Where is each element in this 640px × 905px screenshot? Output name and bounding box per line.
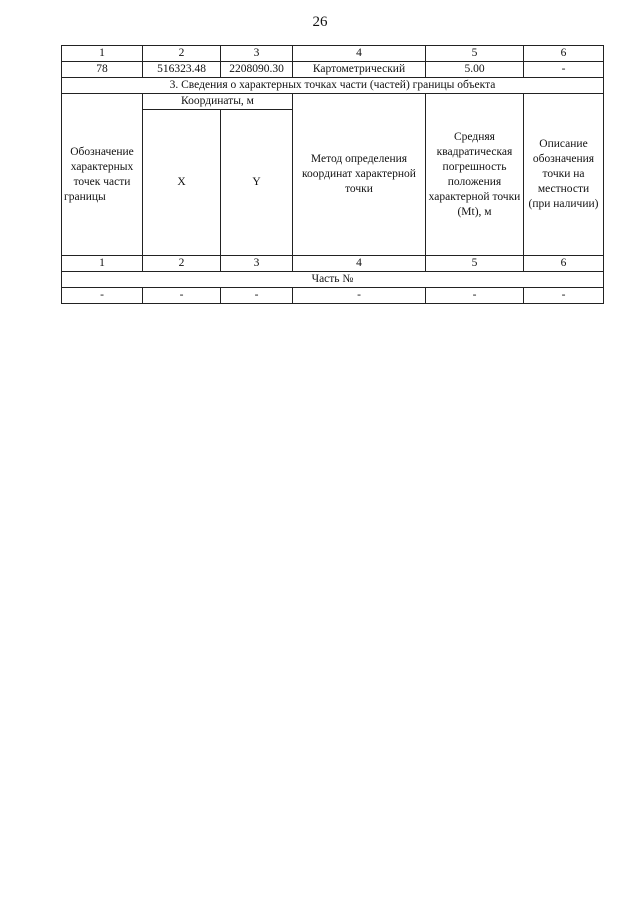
- col-y-header: Y: [221, 110, 293, 256]
- column-numbers-row: [62, 256, 604, 272]
- table-cell: 1: [62, 256, 143, 272]
- page-number: 26: [312, 14, 328, 30]
- table-cell: 6: [524, 256, 604, 272]
- description-cell: -: [524, 62, 604, 78]
- table-row: [62, 288, 604, 304]
- table-cell: 2: [143, 256, 221, 272]
- col-description-header: Описание обозначения точки на местности (при наличии): [524, 94, 604, 256]
- table-cell: -: [221, 288, 293, 304]
- part-label: Часть №: [62, 272, 604, 288]
- top-table-header-row: [62, 46, 604, 62]
- section-title: 3. Сведения о характерных точках части (частей) границы объекта: [62, 78, 604, 94]
- section-header-row-top: [62, 94, 604, 110]
- table-cell: -: [143, 288, 221, 304]
- table-cell: 4: [293, 46, 426, 62]
- table-cell: 5: [426, 256, 524, 272]
- coordinates-header: Координаты, м: [143, 94, 293, 110]
- error-cell: 5.00: [426, 62, 524, 78]
- table-cell: 2: [143, 46, 221, 62]
- method-cell: Картометрический: [293, 62, 426, 78]
- table-cell: 5: [426, 46, 524, 62]
- x-coordinate-cell: 516323.48: [143, 62, 221, 78]
- table-cell: 1: [62, 46, 143, 62]
- table-cell: -: [293, 288, 426, 304]
- col-point-designation-header: Обозначение характерных точек части границы: [62, 94, 143, 256]
- boundary-points-table: [61, 45, 604, 304]
- section-title-row: [62, 78, 604, 94]
- table-cell: -: [524, 288, 604, 304]
- part-label-row: [62, 272, 604, 288]
- table-cell: 3: [221, 46, 293, 62]
- table-cell: 4: [293, 256, 426, 272]
- col-method-header: Метод определения координат характерной точки: [293, 94, 426, 256]
- point-number-cell: 78: [62, 62, 143, 78]
- table-cell: 3: [221, 256, 293, 272]
- table-cell: -: [426, 288, 524, 304]
- table-cell: -: [62, 288, 143, 304]
- table-cell: 6: [524, 46, 604, 62]
- top-table-data-row: [62, 62, 604, 78]
- col-x-header: X: [143, 110, 221, 256]
- col-error-header: Средняя квадратическая погрешность положения характерной точки (Mt), м: [426, 94, 524, 256]
- y-coordinate-cell: 2208090.30: [221, 62, 293, 78]
